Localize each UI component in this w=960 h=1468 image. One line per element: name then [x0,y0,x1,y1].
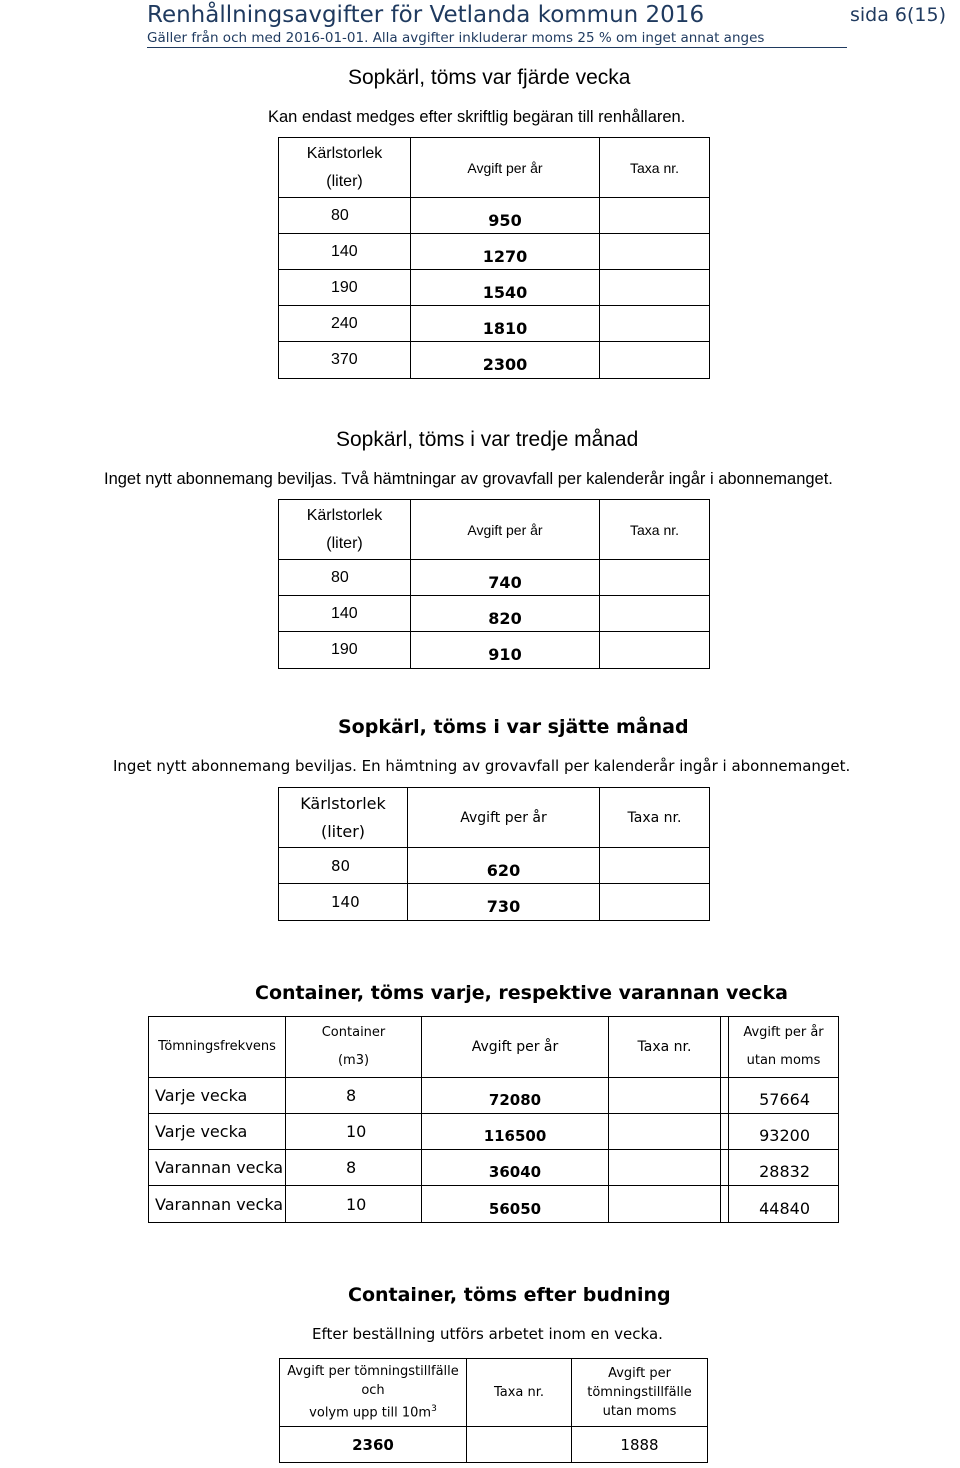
fee-ex-vat-cell: 57664 [729,1078,839,1114]
size-cell: 80 [279,560,411,596]
taxa-header: Taxa nr. [600,500,710,560]
section2-note: Inget nytt abonnemang beviljas. Två hämtningar av grovavfall per kalenderår ingår i abonnemanget. [104,470,833,488]
spacer-cell [721,1186,729,1223]
fee-cell: 2360 [280,1427,467,1463]
table-row [279,270,710,306]
size-header: Kärlstorlek (liter) [279,138,411,198]
fee-ex-vat-cell: 28832 [729,1150,839,1186]
container-cell: 10 [286,1186,422,1223]
taxa-cell [609,1078,721,1114]
fee-cell: 740 [411,560,600,596]
spacer-cell [721,1017,729,1078]
frequency-cell: Varje vecka [149,1078,286,1114]
table-row [279,632,710,669]
size-cell: 80 [279,848,408,884]
page-number: sida 6(15) [849,4,946,26]
taxa-cell [600,596,710,632]
taxa-cell [600,560,710,596]
size-cell: 370 [279,342,411,379]
table-row [149,1150,839,1186]
fee-cell: 36040 [422,1150,609,1186]
table-row [280,1427,708,1463]
fee-header: Avgift per år [408,788,600,848]
section1-table [278,137,710,379]
table-row [279,596,710,632]
document-title: Renhållningsavgifter för Vetlanda kommun 2016 [147,2,705,28]
taxa-header: Taxa nr. [467,1359,572,1427]
fee-header: Avgift per år [411,500,600,560]
frequency-cell: Varannan vecka [149,1186,286,1223]
taxa-header: Taxa nr. [600,788,710,848]
section5-title: Container, töms efter budning [348,1284,671,1306]
section3-title: Sopkärl, töms i var sjätte månad [338,716,689,738]
fee-header: Avgift per år [411,138,600,198]
section2-table [278,499,710,669]
container-cell: 10 [286,1114,422,1150]
section5-note: Efter beställning utförs arbetet inom en vecka. [312,1325,663,1343]
taxa-cell [600,234,710,270]
section5-table [279,1358,708,1463]
container-cell: 8 [286,1150,422,1186]
taxa-cell [467,1427,572,1463]
size-cell: 140 [279,884,408,921]
size-cell: 80 [279,198,411,234]
fee-cell: 730 [408,884,600,921]
spacer-cell [721,1150,729,1186]
section1-title: Sopkärl, töms var fjärde vecka [348,66,631,89]
header-rule [147,47,847,48]
table-row [279,342,710,379]
taxa-cell [600,306,710,342]
fee-ex-vat-header: Avgift per år utan moms [729,1017,839,1078]
frequency-cell: Varannan vecka [149,1150,286,1186]
fee-cell: 2300 [411,342,600,379]
spacer-cell [721,1114,729,1150]
fee-ex-vat-cell: 44840 [729,1186,839,1223]
table-row [279,198,710,234]
taxa-cell [609,1114,721,1150]
frequency-cell: Varje vecka [149,1114,286,1150]
spacer-cell [721,1078,729,1114]
size-header: Kärlstorlek (liter) [279,500,411,560]
fee-ex-vat-cell: 1888 [572,1427,708,1463]
fee-cell: 1810 [411,306,600,342]
fee-ex-vat-header: Avgift per tömningstillfälle utan moms [572,1359,708,1427]
taxa-cell [609,1186,721,1223]
taxa-cell [600,884,710,921]
section3-note: Inget nytt abonnemang beviljas. En hämtning av grovavfall per kalenderår ingår i abonnemanget. [113,757,851,775]
fee-cell: 1540 [411,270,600,306]
taxa-cell [600,198,710,234]
taxa-cell [600,270,710,306]
frequency-header: Tömningsfrekvens [149,1017,286,1078]
fee-per-emptying-header: Avgift per tömningstillfälle och volym upp till $10m^3$ [280,1359,467,1427]
size-cell: 240 [279,306,411,342]
table-row [279,234,710,270]
fee-cell: 1270 [411,234,600,270]
taxa-cell [600,632,710,669]
size-cell: 140 [279,234,411,270]
table-row [149,1186,839,1223]
section2-title: Sopkärl, töms i var tredje månad [336,428,639,451]
taxa-cell [600,848,710,884]
size-cell: 140 [279,596,411,632]
section3-table [278,787,710,921]
fee-ex-vat-cell: 93200 [729,1114,839,1150]
taxa-cell [600,342,710,379]
fee-cell: 56050 [422,1186,609,1223]
section1-note: Kan endast medges efter skriftlig begäran till renhållaren. [268,108,686,126]
size-cell: 190 [279,632,411,669]
section4-title: Container, töms varje, respektive varannan vecka [255,982,789,1004]
document-subtitle: Gäller från och med 2016-01-01. Alla avgifter inkluderar moms 25 % om inget annat anges [147,30,765,46]
fee-cell: 116500 [422,1114,609,1150]
table-row [279,306,710,342]
container-cell: 8 [286,1078,422,1114]
fee-cell: 820 [411,596,600,632]
fee-cell: 910 [411,632,600,669]
taxa-header: Taxa nr. [609,1017,721,1078]
fee-cell: 620 [408,848,600,884]
taxa-cell [609,1150,721,1186]
table-row [279,884,710,921]
section4-table [148,1016,839,1223]
table-row [149,1078,839,1114]
table-row [149,1114,839,1150]
fee-cell: 950 [411,198,600,234]
size-header: Kärlstorlek (liter) [279,788,408,848]
table-row [279,560,710,596]
container-header: Container (m3) [286,1017,422,1078]
size-cell: 190 [279,270,411,306]
fee-header: Avgift per år [422,1017,609,1078]
table-row [279,848,710,884]
taxa-header: Taxa nr. [600,138,710,198]
fee-cell: 72080 [422,1078,609,1114]
